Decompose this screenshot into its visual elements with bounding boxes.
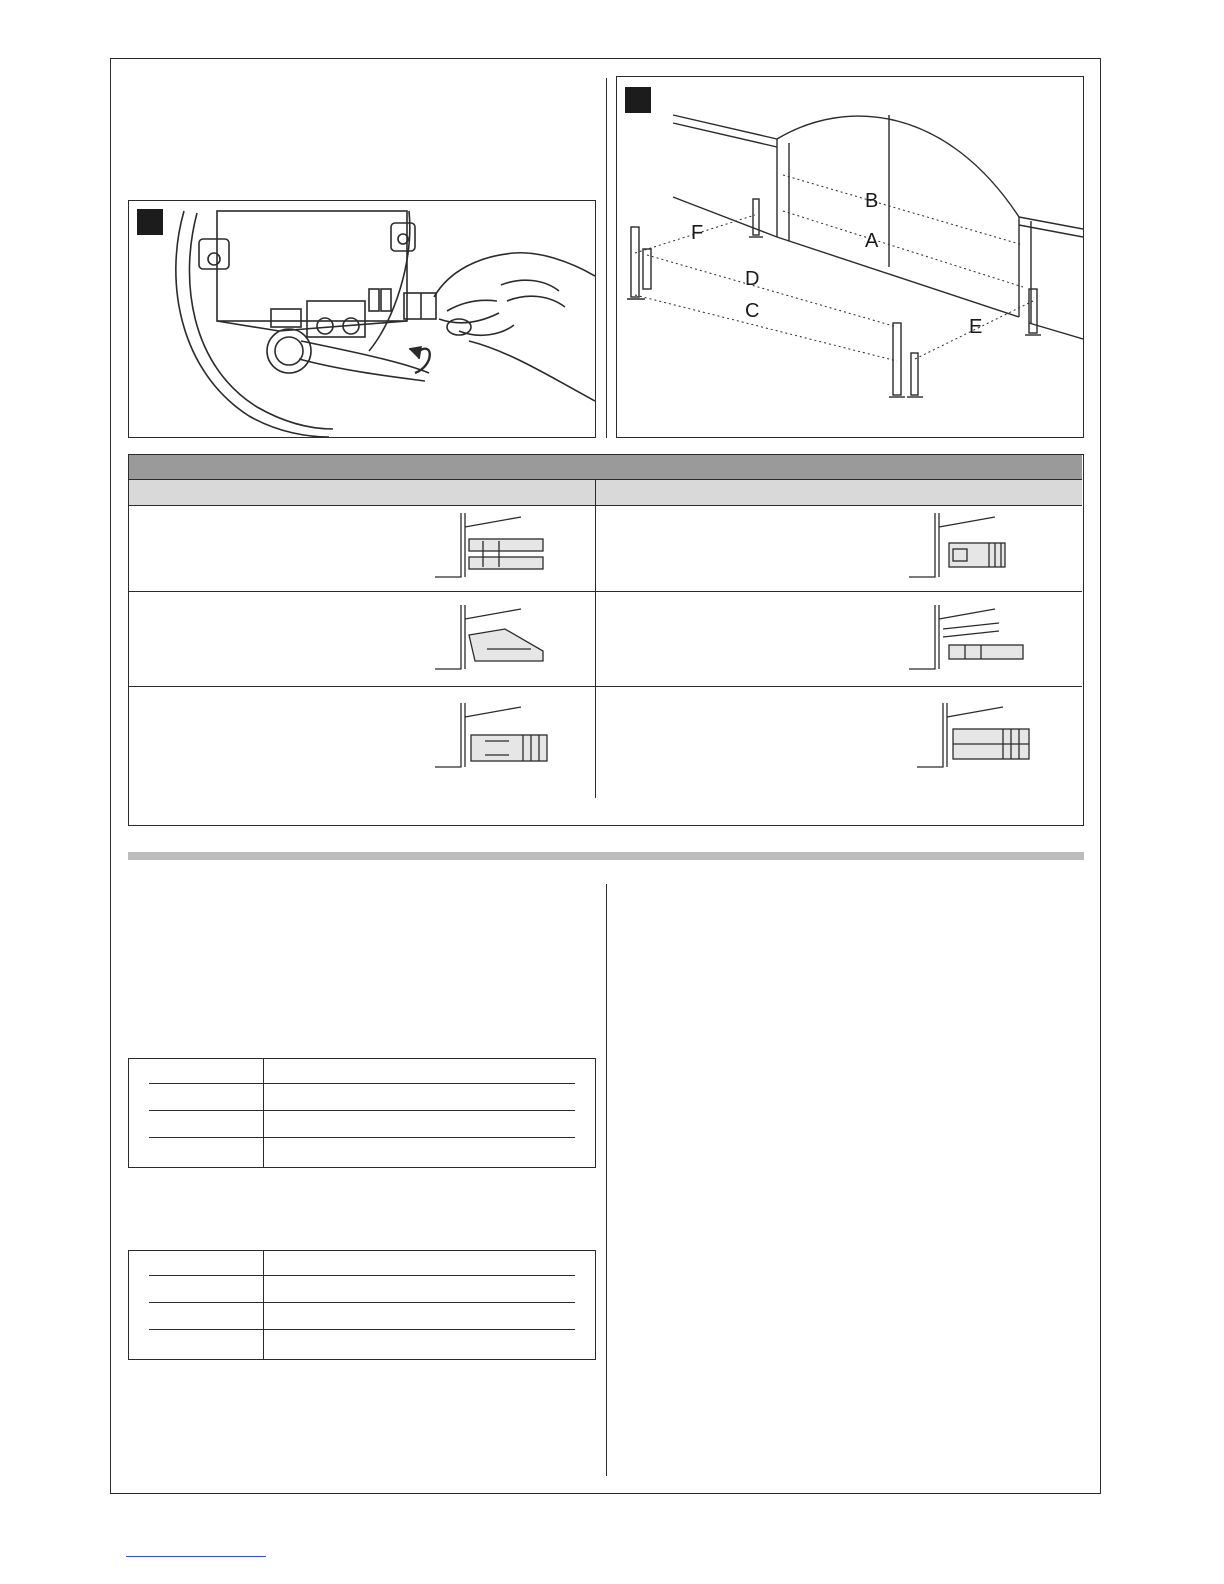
spec-table-1 bbox=[128, 1058, 596, 1168]
table-row-divider bbox=[129, 591, 1082, 592]
column-divider-bottom bbox=[606, 884, 607, 1476]
spec-table-row-line bbox=[149, 1110, 575, 1111]
figure-number-marker bbox=[137, 209, 163, 235]
jumper-position-icon bbox=[435, 513, 555, 583]
figure-connector-plug bbox=[128, 200, 596, 438]
spec-table-column-divider bbox=[263, 1059, 264, 1167]
spec-table-row-line bbox=[149, 1137, 575, 1138]
label-d: D bbox=[745, 268, 760, 290]
jumper-position-icon bbox=[909, 605, 1029, 675]
jumper-position-icon bbox=[909, 513, 1029, 583]
jumper-position-icon bbox=[917, 703, 1037, 773]
connector-plug-illustration bbox=[129, 201, 595, 437]
jumper-position-icon bbox=[435, 703, 555, 773]
label-a: A bbox=[865, 230, 879, 252]
label-c: C bbox=[745, 300, 760, 322]
column-divider-top bbox=[606, 78, 607, 438]
jumper-position-icon bbox=[435, 605, 555, 675]
label-b: B bbox=[865, 190, 879, 212]
spec-table-row-line bbox=[149, 1275, 575, 1276]
spec-table-column-divider bbox=[263, 1251, 264, 1359]
table-header-row bbox=[129, 455, 1082, 480]
spec-table-row-line bbox=[149, 1302, 575, 1303]
label-e: E bbox=[969, 316, 983, 338]
figure-posts-alignment bbox=[616, 76, 1084, 438]
footer-link-underline[interactable] bbox=[126, 1556, 266, 1557]
table-row-divider bbox=[129, 686, 1082, 687]
spec-table-row-line bbox=[149, 1083, 575, 1084]
spec-table-2 bbox=[128, 1250, 596, 1360]
figure-number-marker bbox=[625, 87, 651, 113]
table-subheader-row bbox=[129, 480, 1082, 506]
posts-alignment-illustration bbox=[617, 77, 1083, 437]
jumper-config-table bbox=[128, 454, 1084, 826]
spec-table-row-line bbox=[149, 1329, 575, 1330]
table-column-divider bbox=[595, 480, 596, 798]
section-divider-bar bbox=[128, 852, 1084, 860]
label-f: F bbox=[691, 222, 704, 244]
